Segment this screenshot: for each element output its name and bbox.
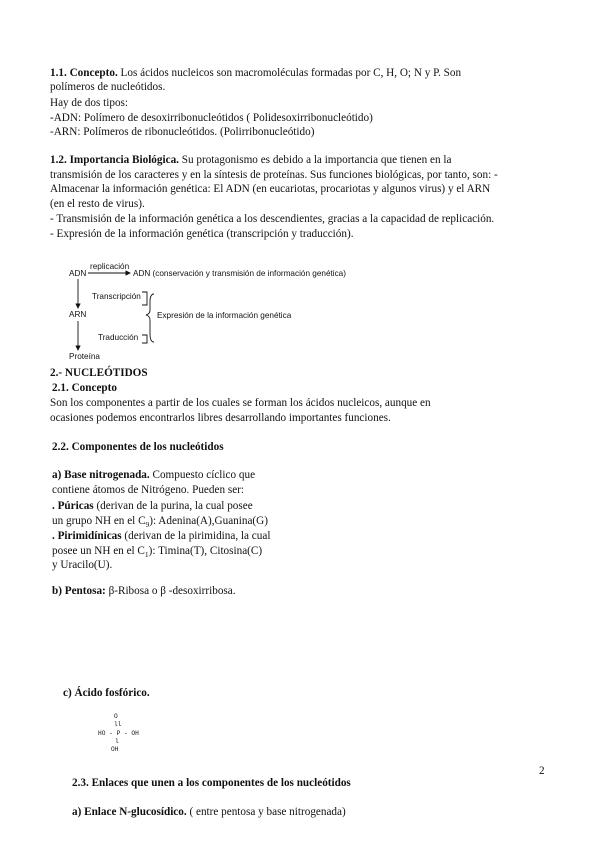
base-line1 — [52, 468, 255, 483]
label-replicacion: replicación — [90, 262, 130, 271]
componentes-heading: 2.2. Componentes de los nucleótidos — [52, 441, 224, 453]
formula-oh: OH — [111, 746, 119, 753]
formula-oxygen: O — [114, 713, 118, 720]
pirim-line1 — [52, 529, 270, 544]
enlaces-heading: 2.3. Enlaces que unen a los componentes de los nucleótidos — [72, 777, 351, 789]
transcription-bracket — [142, 292, 147, 305]
concepto-heading: 1.1. Concepto. — [50, 67, 118, 79]
pentosa-line — [52, 584, 236, 599]
enlace-line — [72, 805, 346, 820]
formula-single-bond: l — [115, 738, 119, 745]
pirim-text2: posee un NH en el C — [52, 545, 145, 557]
enlace-heading: a) Enlace N-glucosídico. — [72, 806, 187, 818]
label-adn-desc: ADN (conservación y transmisión de información genética) — [133, 269, 346, 278]
formula-double-bond: ll — [114, 721, 122, 728]
base-text: Compuesto cíclico que — [149, 469, 256, 481]
importancia-line3: Almacenar la información genética: El ADN (en eucariotas, procariotas y algunos virus) y el ARN — [50, 183, 491, 195]
concepto-line2: polímeros de nucleótidos. — [50, 81, 166, 93]
label-transcripcion: Transcripción — [92, 292, 141, 301]
base-heading: a) Base nitrogenada. — [52, 469, 150, 481]
pirim-line3: y Uracilo(U). — [52, 559, 113, 571]
puricas-subscript: 9 — [145, 520, 150, 530]
puricas-label: . Púricas — [52, 500, 94, 512]
enlace-text: ( entre pentosa y base nitrogenada) — [186, 806, 346, 818]
puricas-text2: un grupo NH en el C — [52, 515, 146, 527]
label-arn: ARN — [69, 310, 87, 319]
pirim-label: . Pirimidínicas — [52, 530, 122, 542]
concepto-nucleotido-heading: 2.1. Concepto — [52, 382, 117, 394]
concepto-text: Los ácidos nucleicos son macromoléculas formadas por C, H, O; N y P. Son — [117, 67, 462, 79]
label-adn: ADN — [69, 269, 87, 278]
importancia-line5: - Transmisión de la información genética a los descendientes, gracias a la capacidad de replicación. — [50, 213, 495, 225]
fosforico-heading: c) Ácido fosfórico. — [63, 687, 150, 699]
nucleotidos-heading: 2.- NUCLEÓTIDOS — [50, 367, 148, 379]
importancia-heading: 1.2. Importancia Biológica. — [50, 154, 179, 166]
importancia-text: Su protagonismo es debido a la importancia que tienen en la — [178, 154, 452, 166]
nucleotido-line2: ocasiones podemos encontrarlos libres desarrollando importantes funciones. — [50, 412, 391, 424]
puricas-line1 — [52, 499, 253, 514]
nucleotido-line1: Son los componentes a partir de los cuales se forman los ácidos nucleicos, aunque en — [50, 397, 431, 409]
label-expresion: Expresión de la información genética — [157, 311, 292, 320]
label-proteina: Proteína — [69, 352, 100, 361]
importancia-line6: - Expresión de la información genética (transcripción y traducción). — [50, 228, 354, 240]
translation-bracket — [142, 335, 147, 343]
pentosa-heading: b) Pentosa: — [52, 585, 106, 597]
tipo-adn: -ADN: Polímero de desoxirribonucleótidos ( Polidesoxirribonucleótido) — [50, 112, 373, 124]
pentosa-text: β-Ribosa o β -desoxirribosa. — [105, 585, 236, 597]
tipo-arn: -ARN: Polímeros de ribonucleótidos. (Polirribonucleótido) — [50, 126, 315, 138]
pirim-text: (derivan de la pirimidina, la cual — [121, 530, 271, 542]
puricas-text: (derivan de la purina, la cual posee — [93, 500, 253, 512]
importancia-line4: (en el resto de virus). — [50, 198, 145, 210]
label-traduccion: Traducción — [98, 333, 139, 342]
puricas-bases: ): Adenina(A),Guanina(G) — [149, 515, 268, 527]
base-line2: contiene átomos de Nitrógeno. Pueden ser: — [52, 484, 245, 496]
pirim-subscript: 1 — [144, 550, 149, 560]
page-number: 2 — [539, 765, 545, 777]
tipos-intro: Hay de dos tipos: — [50, 97, 128, 109]
formula-main: HO - P - OH — [98, 730, 139, 737]
importancia-line2: transmisión de los caracteres y en la síntesis de proteínas. Sus funciones biológicas, por tanto, son: - — [50, 169, 498, 181]
pirim-bases: ): Timina(T), Citosina(C) — [148, 545, 263, 557]
